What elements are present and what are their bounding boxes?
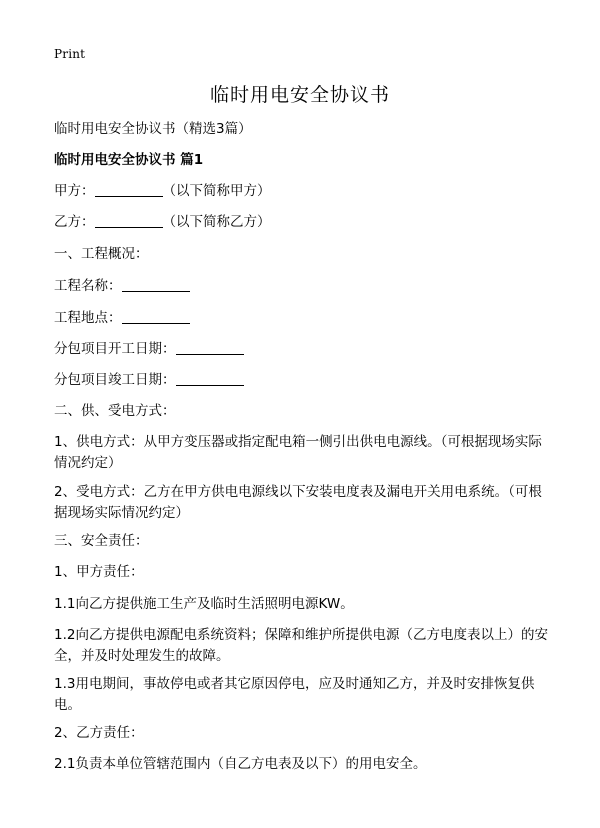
project-name-line <box>54 276 190 297</box>
section-two-heading: 二、供、受电方式： <box>54 403 176 419</box>
party-b-line <box>54 212 271 233</box>
party-b-note: （以下简称乙方） <box>162 214 271 230</box>
party-b-label: 乙方： <box>54 214 95 230</box>
start-date-line <box>54 339 244 360</box>
party-a-blank <box>95 182 163 197</box>
party-a-line <box>54 181 271 202</box>
end-date-label: 分包项目竣工日期： <box>54 372 176 388</box>
section-heading: 临时用电安全协议书 篇1 <box>54 152 204 168</box>
party-a-label: 甲方： <box>54 183 95 199</box>
end-date-blank <box>176 371 244 386</box>
start-date-label: 分包项目开工日期： <box>54 341 176 357</box>
print-label[interactable]: Print <box>54 47 86 61</box>
section-three-heading: 三、安全责任： <box>54 533 149 549</box>
end-date-line <box>54 370 244 391</box>
project-location-blank <box>122 309 190 324</box>
clause-2-1: 2.1负责本单位管辖范围内（自乙方电表及以下）的用电安全。 <box>54 756 427 772</box>
project-name-blank <box>122 277 190 292</box>
project-location-label: 工程地点： <box>54 310 122 326</box>
clause-1-3: 1.3用电期间，事故停电或者其它原因停电，应及时通知乙方，并及时安排恢复供电。 <box>54 676 535 713</box>
start-date-blank <box>176 340 244 355</box>
clause-1-1: 1.1向乙方提供施工生产及临时生活照明电源KW。 <box>54 596 354 612</box>
subtitle: 临时用电安全协议书（精选3篇） <box>54 121 252 137</box>
party-a-resp-heading: 1、甲方责任： <box>54 564 144 580</box>
page-title: 临时用电安全协议书 <box>209 84 390 106</box>
project-name-label: 工程名称： <box>54 278 122 294</box>
supply-method-paragraph: 1、供电方式：从甲方变压器或指定配电箱一侧引出供电电源线。（可根据现场实际情况约定） <box>54 434 542 471</box>
receive-method-paragraph: 2、受电方式：乙方在甲方供电电源线以下安装电度表及漏电开关用电系统。（可根据现场实际情况约定） <box>54 484 542 521</box>
project-location-line <box>54 308 190 329</box>
party-b-blank <box>95 213 163 228</box>
clause-1-2: 1.2向乙方提供电源配电系统资料；保障和维护所提供电源（乙方电度表以上）的安全，并及时处理发生的故障。 <box>54 627 548 664</box>
party-a-note: （以下简称甲方） <box>162 183 271 199</box>
section-one-heading: 一、工程概况： <box>54 246 149 262</box>
party-b-resp-heading: 2、乙方责任： <box>54 725 144 741</box>
